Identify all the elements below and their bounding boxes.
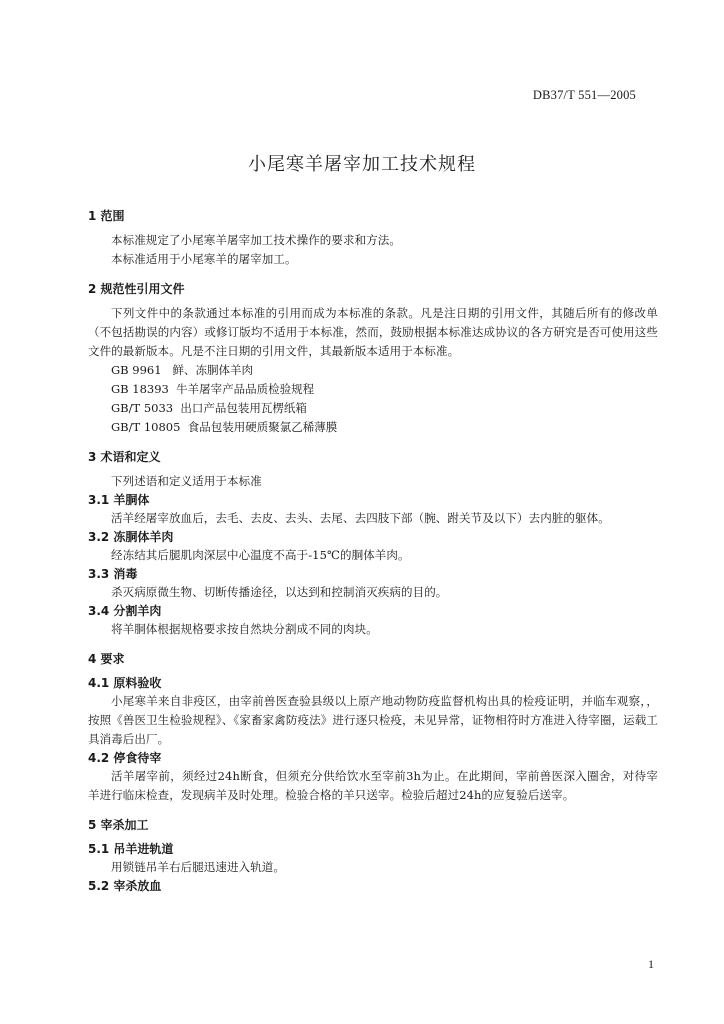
paragraph: 活羊经屠宰放血后，去毛、去皮、去头、去尾、去四肢下部（腕、跗关节及以下）去内脏的躯体。	[111, 511, 610, 525]
section-heading-terms: 3 术语和定义	[88, 450, 161, 464]
section-heading-scope: 1 范围	[88, 209, 125, 223]
subsection-heading: 3.3 消毒	[88, 567, 138, 581]
page-number: 1	[648, 957, 654, 971]
subsection-heading: 3.1 羊胴体	[88, 493, 150, 507]
paragraph: 经冻结其后腿肌肉深层中心温度不高于-15℃的胴体羊肉。	[111, 548, 410, 562]
paragraph: 小尾寒羊来自非疫区，由宰前兽医查验县级以上原产地动物防疫监督机构出具的检疫证明，并临车观察，，按照《兽医卫生检验规程》、《家畜家禽防疫法》进行逐只检疫，未见异常，证物相符时方准进入待宰圈，运载工具消毒后出厂。	[88, 694, 658, 746]
subsection-heading: 3.2 冻胴体羊肉	[88, 530, 174, 544]
reference-item: GB/T 10805 食品包装用硬质聚氯乙稀薄膜	[111, 420, 338, 434]
document-body	[88, 207, 658, 895]
reference-item: GB 9961 鲜、冻胴体羊肉	[111, 363, 254, 377]
subsection-heading: 5.1 吊羊进轨道	[88, 842, 174, 856]
subsection-heading: 3.4 分割羊肉	[88, 604, 162, 618]
section-heading-slaughter: 5 宰杀加工	[88, 818, 149, 832]
document-title: 小尾寒羊屠宰加工技术规程	[248, 154, 476, 175]
subsection-heading: 4.1 原料验收	[88, 676, 162, 690]
reference-item: GB/T 5033 出口产品包装用瓦楞纸箱	[111, 401, 307, 415]
paragraph: 杀灭病原微生物、切断传播途径，以达到和控制消灭疾病的目的。	[111, 585, 448, 599]
paragraph: 活羊屠宰前，须经过24h断食，但须充分供给饮水至宰前3h为止。在此期间，宰前兽医深入圈舍，对待宰羊进行临床检查，发现病羊及时处理。检验合格的羊只送宰。检验后超过24h的应复验后送宰。	[88, 769, 658, 802]
paragraph: 下列文件中的条款通过本标准的引用而成为本标准的条款。凡是注日期的引用文件，其随后所有的修改单（不包括勘误的内容）或修订版均不适用于本标准，然而，鼓励根据本标准达成协议的各方研究是否可使用这些文件的最新版本。凡是不注日期的引用文件，其最新版本适用于本标准。	[88, 306, 658, 358]
standard-code: DB37/T 551—2005	[532, 88, 636, 102]
paragraph: 用锁链吊羊右后腿迅速进入轨道。	[111, 860, 285, 874]
reference-item: GB 18393 牛羊屠宰产品品质检验规程	[111, 382, 315, 396]
section-heading-requirements: 4 要求	[88, 652, 125, 666]
section-heading-references: 2 规范性引用文件	[88, 282, 185, 296]
paragraph: 本标准规定了小尾寒羊屠宰加工技术操作的要求和方法。	[111, 233, 401, 247]
paragraph: 下列述语和定义适用于本标准	[111, 474, 262, 488]
subsection-heading: 4.2 停食待宰	[88, 751, 162, 765]
subsection-heading: 5.2 宰杀放血	[88, 879, 162, 893]
paragraph: 本标准适用于小尾寒羊的屠宰加工。	[111, 252, 297, 266]
paragraph: 将羊胴体根据规格要求按自然块分割成不同的肉块。	[111, 622, 378, 636]
